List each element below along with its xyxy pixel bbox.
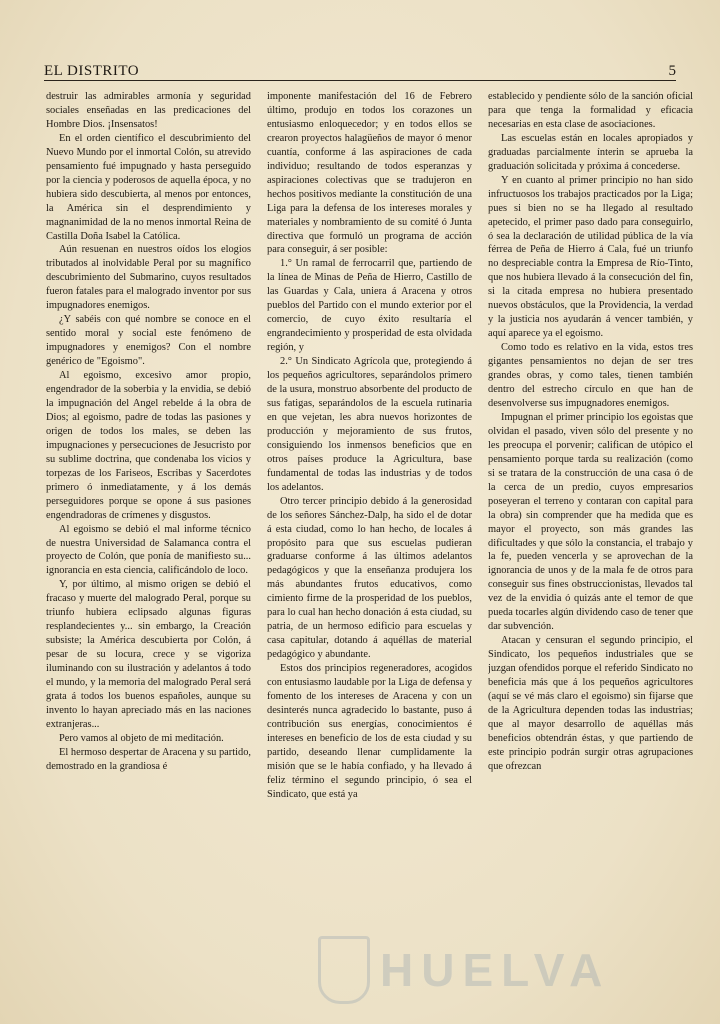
- paragraph: ¿Y sabéis con qué nombre se conoce en el sentido moral y social este fenómeno de impugnadores y enemigos? Con el nombre genérico de "Egoismo".: [46, 314, 251, 368]
- header-rule: [44, 80, 676, 81]
- paragraph: Impugnan el primer principio los egoistas que olvidan el pasado, viven sólo del presente y no les preocupa el porvenir; califican de utópico el pensamiento porque tarda su realización (como si se tratara de la construcción de una casa ó de la cerca de un predio, cuyos empresarios poseyeran el terreno y contaran con capital para la obra) sin comprender que ha medida que es mayor el proyecto, son más grandes las dificultades y que sólo la constancia, el trabajo y la fe, pueden vencerla y se aprovechan de la ignorancia de unos y de la mala fe de otros para conseguir sus fines obstruccionistas, llevados tal vez de la envidia ó quizás ante el temor de que pueda tocarles algún dividendo caso de tener que dar subvención.: [488, 411, 693, 633]
- column-3: [488, 90, 693, 956]
- paragraph: Otro tercer principio debido á la generosidad de los señores Sánchez-Dalp, ha sido el de dotar á esta ciudad, como lo han hecho, de locales á propósito para que sus escuelas pudieran graduarse conforme á las últimos adelantos pedagógicos y que la enseñanza produjera los más abundantes frutos educativos, como cimiento firme de la prosperidad de los pueblos, para lo cual han hecho donación á esta ciudad, su patria, de un hermoso edificio para escuelas y casa capitular, dotando á aquéllas de material pedagógico y abundante.: [267, 495, 472, 661]
- watermark-text: HUELVA: [380, 944, 611, 996]
- column-1: [46, 90, 251, 956]
- paragraph: Y, por último, al mismo origen se debió el fracaso y muerte del malogrado Peral, porque su triunfo hubiera eclipsado algunas figuras resplandecientes y... sin embargo, la Creación subsiste; la América descubierta por Colón, á pesar de su locura, crece y se vigoriza iluminando con su ilustración y adelantos á todo el mundo, y la memoria del malogrado Peral será grata á todos los buenos españoles, aunque su invento lo hayan apreciado más en las naciones extranjeras...: [46, 579, 251, 730]
- paragraph: Como todo es relativo en la vida, estos tres gigantes pensamientos no dejan de ser tres grandes obras, y como tales, tienen también dentro del estrecho círculo en que han de desenvolverse sus impugnadores enemigos.: [488, 342, 693, 409]
- paragraph: El hermoso despertar de Aracena y su partido, demostrado en la grandiosa é: [46, 746, 251, 772]
- paragraph: imponente manifestación del 16 de Febrero último, produjo en todos los corazones un entusiasmo enloquecedor; y en todos ellos se crearon proyectos halagüeños de mayor ó menor cuantía, conforme á las aspiraciones de cada individuo; resultando de todos esperanzas y aspiraciones colectivas que se tradujeron en hechos positivos mediante la constitución de una Liga para la defensa de los intereses morales y materiales y nombramiento de su comité ó Junta directiva que formuló un programa de acción para conseguir, á ser posible:: [267, 91, 472, 256]
- newspaper-title: EL DISTRITO: [44, 63, 140, 79]
- page-number: 5: [668, 63, 676, 79]
- paragraph: Pero vamos al objeto de mi meditación.: [59, 732, 224, 744]
- paragraph: destruir las admirables armonía y seguridad sociales enseñadas en las predicaciones del Hombre Dios. ¡Insensatos!: [46, 91, 251, 130]
- paragraph: Atacan y censuran el segundo principio, el Sindicato, los pequeños industriales que se juzgan ofendidos porque el referido Sindicato no beneficia más que á los pequeños agricultores (aquí se vé más claro el egoismo) sin fijarse que de la Agricultura dependen todas las industrias; que al mayor desarrollo de aquéllas más beneficios obtendrán éstas, y que partiendo de este principio podrán surgir otras agrupaciones que ofrezcan: [488, 635, 693, 772]
- article-columns: [46, 90, 694, 956]
- page-header: [44, 58, 676, 80]
- paragraph: establecido y pendiente sólo de la sanción oficial para que tenga la formalidad y eficacia necesarias en esta clase de asociaciones.: [488, 91, 693, 130]
- paragraph: Al egoismo, excesivo amor propio, engendrador de la soberbia y la envidia, se debió la impugnación del Angel rebelde á la obra de Dios; al egoismo, padre de todas las pasiones y origen de todos los males, se deben las impugnaciones y persecuciones de Jesucristo por su sublime doctrina, que condenaba los vicios y torpezas de los Fariseos, Escribas y Sacerdotes primero ó inmediatamente, y á los demás perseguidores porque se opone á sus pasiones engendradoras de crímenes y disgustos.: [46, 370, 251, 521]
- coat-of-arms-icon: [318, 936, 370, 1004]
- paragraph: Estos dos principios regeneradores, acogidos con entusiasmo laudable por la Liga de defensa y fomento de los intereses de Aracena y con un desinterés nunca agradecido lo bastante, puso á contribución sus energías, conocimientos é intereses en beneficio de los de esta ciudad y su partido, deseando llenar cumplidamente la misión que se le había confiado, y ha llevado á feliz término el segundo principio, ó sea el Sindicato, que está ya: [267, 663, 472, 800]
- archive-watermark: [318, 930, 698, 1010]
- paragraph: 1.° Un ramal de ferrocarril que, partiendo de la línea de Minas de Peña de Hierro, Castillo de las Guardas y Cala, uniera á Aracena y otros pueblos del Partido con el mundo exterior por el comercio, de cuyo éxito resultaría el engrandecimiento y prosperidad de esta olvidada región, y: [267, 258, 472, 354]
- paragraph: En el orden científico el descubrimiento del Nuevo Mundo por el inmortal Colón, su atrevido pensamiento fué impugnado y hasta perseguido por la ciencia y poderosos de aquella época, y no hubiera sido descubierta, al menos por entonces, la América sin el desprendimiento y magnanimidad de la no menos inmortal Reina de Castilla Doña Isabel la Católica.: [46, 132, 251, 242]
- paragraph: Las escuelas están en locales apropiados y graduadas parcialmente ínterin se aprueba la graduación solicitada y próxima á concederse.: [488, 132, 693, 172]
- paragraph: Al egoismo se debió el mal informe técnico de nuestra Universidad de Salamanca contra el proyecto de Colón, que ponía de manifiesto su... ignorancia en esta ciencia, calificándolo de loco.: [46, 523, 251, 577]
- paragraph: Aún resuenan en nuestros oídos los elogios tributados al inolvidable Peral por su magnífico descubrimiento del Submarino, cuyos resultados fueron fatales para el malogrado inventor por sus impugnadores enemigos.: [46, 244, 251, 312]
- column-2: [267, 90, 472, 956]
- paragraph: 2.° Un Sindicato Agrícola que, protegiendo á los pequeños agricultores, separándolos primero de la usura, monstruo absorbente del producto de sus fatigas, separándolos de la escuela rutinaria en que vejetan, les abra nuevos horizontes de producción y mejoramiento de sus frutos, consiguiendo los inmensos beneficios que en otros países produce la Agricultura, base fundamental de todas las industrias y de todos los adelantos.: [267, 356, 472, 493]
- paragraph: Y en cuanto al primer principio no han sido infructuosos los trabajos practicados por la Liga; pues si bien no se ha llegado al resultado apetecido, el primer paso dado para conseguirlo, ó sea la declaración de utilidad pública de la vía férrea de Peña de Hierro á Cala, fué un triunfo no despreciable contra la Empresa de Río-Tinto, que nos hubiera llevado á la consecución del fin, si la citada empresa no hubiera presentado nuevos obstáculos, que la Providencia, la verdad y la justicia nos ayudarán á vencer también, y aquí aparece ya el egoismo.: [488, 174, 693, 340]
